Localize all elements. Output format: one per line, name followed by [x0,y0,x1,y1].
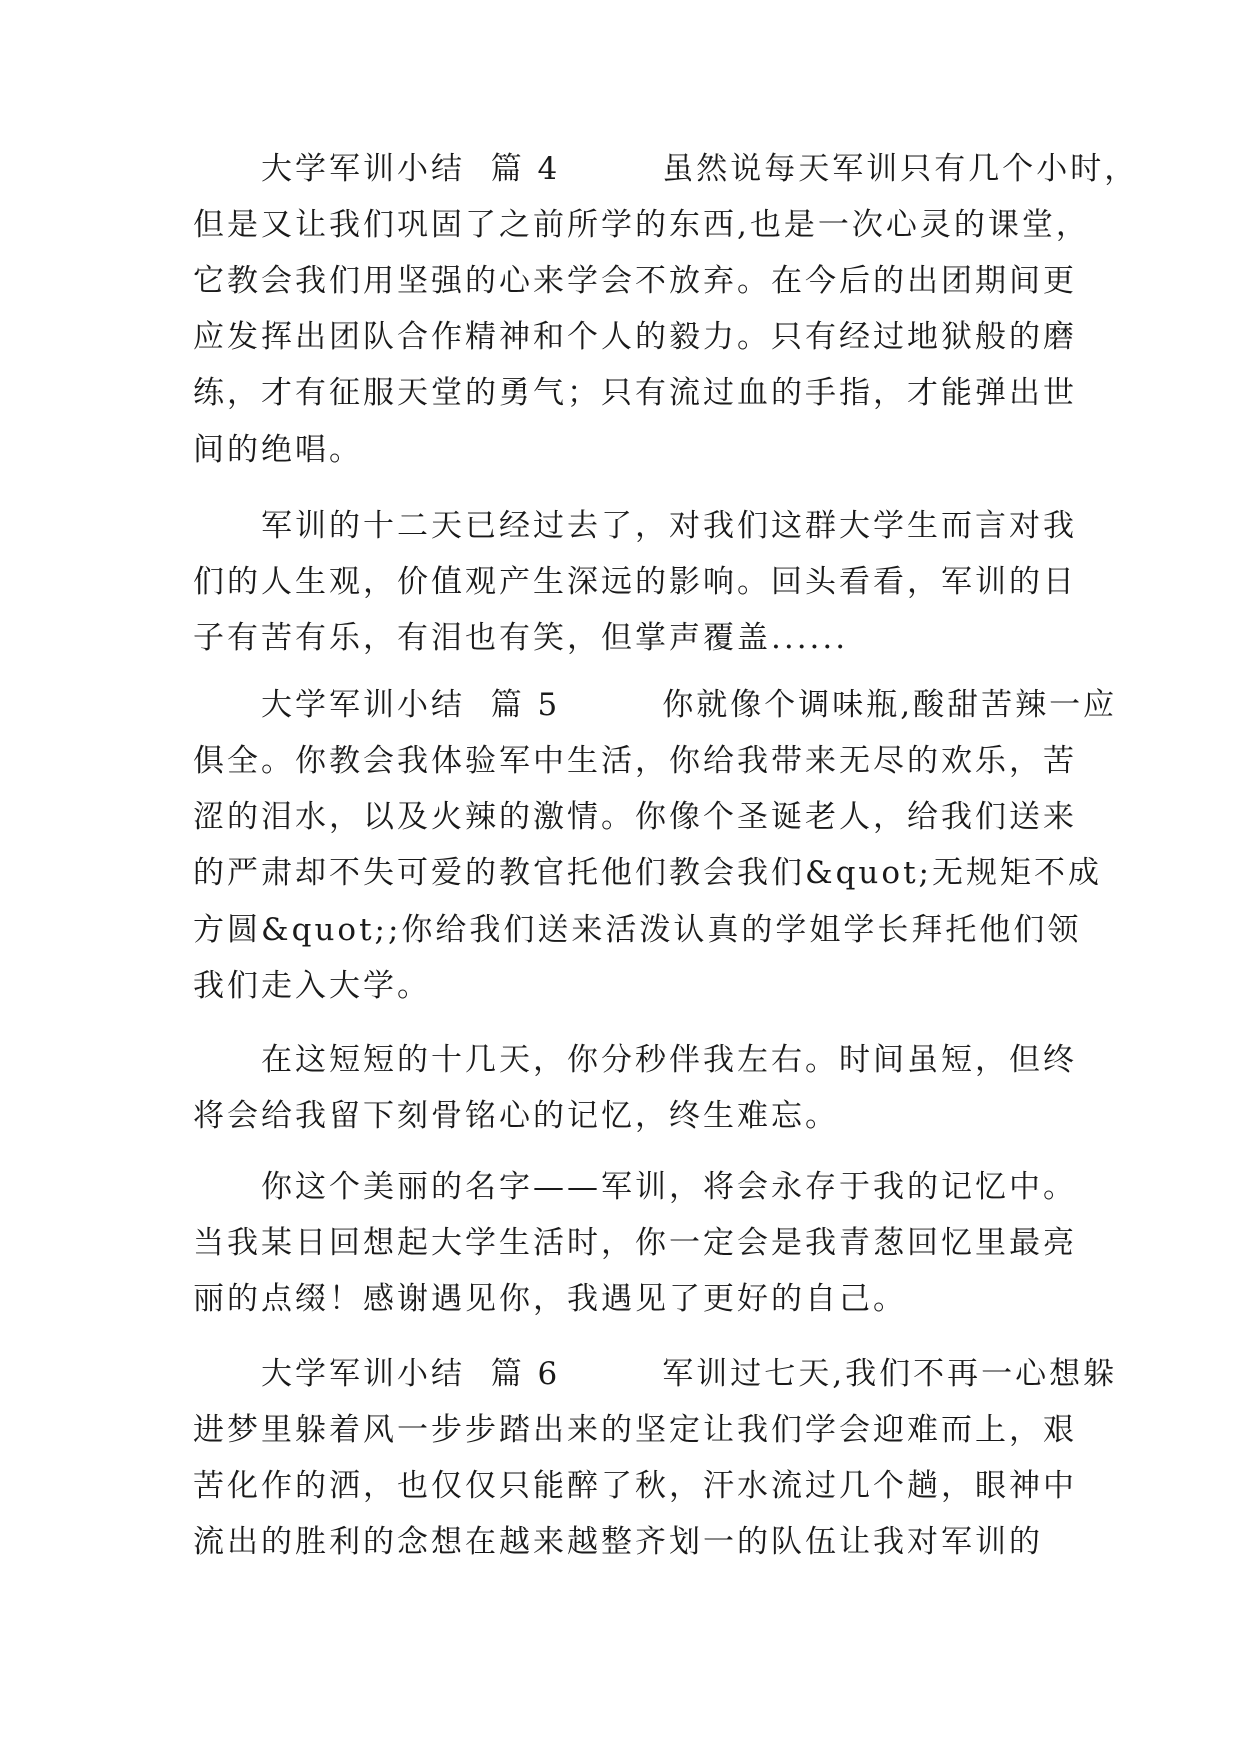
text-line: 练，才有征服天堂的勇气；只有流过血的手指，才能弹出世 [193,375,1077,411]
text-line: 当我某日回想起大学生活时，你一定会是我青葱回忆里最亮 [193,1225,1077,1261]
text-line: 子有苦有乐，有泪也有笑，但掌声覆盖...... [193,620,849,656]
text-line: 流出的胜利的念想在越来越整齐划一的队伍让我对军训的 [193,1524,1043,1560]
text-line: 应发挥出团队合作精神和个人的毅力。只有经过地狱般的磨 [193,319,1077,355]
text-line: 丽的点缀！感谢遇见你，我遇见了更好的自己。 [193,1281,907,1317]
text-line: 俱全。你教会我体验军中生活，你给我带来无尽的欢乐，苦 [193,743,1077,779]
text-line: 将会给我留下刻骨铭心的记忆，终生难忘。 [193,1098,839,1134]
text-line: 大学军训小结 篇 5 你就像个调味瓶,酸甜苦辣一应 [193,687,1118,723]
text-line: 大学军训小结 篇 4 虽然说每天军训只有几个小时， [193,151,1139,187]
text-line: 但是又让我们巩固了之前所学的东西,也是一次心灵的课堂， [193,207,1090,243]
text-line: 的严肃却不失可爱的教官托他们教会我们&quot;无规矩不成 [193,855,1102,891]
text-line: 苦化作的洒，也仅仅只能醉了秋，汗水流过几个趟，眼神中 [193,1468,1077,1504]
text-line: 大学军训小结 篇 6 军训过七天,我们不再一心想躲 [193,1356,1118,1392]
text-line: 进梦里躲着风一步步踏出来的坚定让我们学会迎难而上，艰 [193,1412,1077,1448]
text-line: 涩的泪水，以及火辣的激情。你像个圣诞老人，给我们送来 [193,799,1077,835]
text-line: 方圆&quot;;你给我们送来活泼认真的学姐学长拜托他们领 [193,912,1082,948]
text-line: 它教会我们用坚强的心来学会不放弃。在今后的出团期间更 [193,263,1077,299]
text-line: 在这短短的十几天，你分秒伴我左右。时间虽短，但终 [193,1042,1077,1078]
text-line: 军训的十二天已经过去了，对我们这群大学生而言对我 [193,508,1077,544]
text-line: 们的人生观，价值观产生深远的影响。回头看看，军训的日 [193,564,1077,600]
text-line: 间的绝唱。 [193,432,363,468]
text-line: 我们走入大学。 [193,968,431,1004]
text-line: 你这个美丽的名字——军训，将会永存于我的记忆中。 [193,1169,1077,1205]
